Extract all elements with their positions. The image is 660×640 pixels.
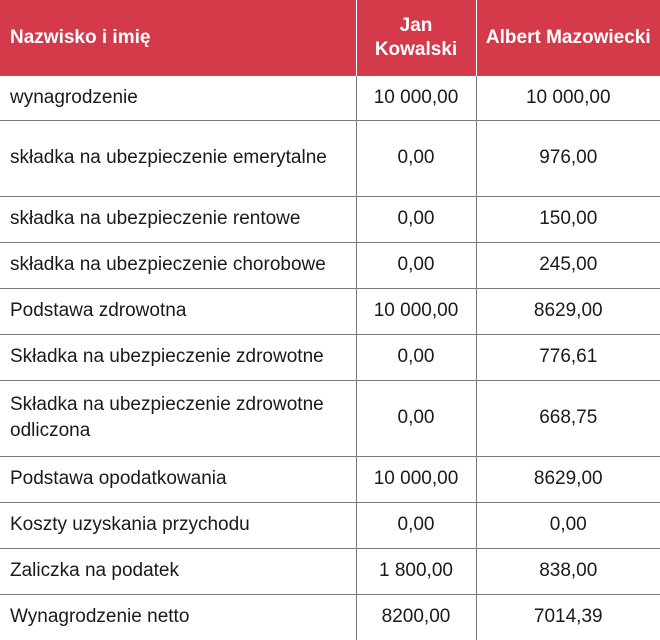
value-person-2: 976,00 (476, 120, 660, 196)
value-person-1: 10 000,00 (356, 456, 476, 502)
row-label: Składka na ubezpieczenie zdrowotne odliczona (0, 380, 356, 456)
table-row (0, 594, 660, 640)
row-label: Podstawa opodatkowania (0, 456, 356, 502)
value-person-1: 0,00 (356, 120, 476, 196)
row-label: Zaliczka na podatek (0, 548, 356, 594)
header-name-column: Nazwisko i imię (0, 0, 356, 76)
row-label: składka na ubezpieczenie chorobowe (0, 242, 356, 288)
value-person-2: 245,00 (476, 242, 660, 288)
value-person-1: 10 000,00 (356, 288, 476, 334)
value-person-2: 776,61 (476, 334, 660, 380)
table-row (0, 502, 660, 548)
table-row (0, 456, 660, 502)
value-person-1: 0,00 (356, 196, 476, 242)
value-person-2: 7014,39 (533, 606, 603, 628)
table-row (0, 242, 660, 288)
row-label: składka na ubezpieczenie rentowe (0, 196, 356, 242)
table-row (0, 196, 660, 242)
table-row (0, 380, 660, 456)
table-row (0, 120, 660, 196)
value-person-2: 668,75 (476, 380, 660, 456)
row-label: wynagrodzenie (0, 76, 356, 120)
value-person-2: 8629,00 (476, 288, 660, 334)
value-person-1: 0,00 (356, 380, 476, 456)
value-person-2: 838,00 (476, 548, 660, 594)
header-row (0, 0, 660, 76)
row-label: Wynagrodzenie netto (0, 594, 356, 640)
value-person-2: 150,00 (476, 196, 660, 242)
value-person-2: 10 000,00 (476, 76, 660, 120)
value-person-1: 10 000,00 (356, 76, 476, 120)
value-person-1: 1 800,00 (356, 548, 476, 594)
table-row (0, 334, 660, 380)
value-person-1: 0,00 (356, 242, 476, 288)
row-label: Składka na ubezpieczenie zdrowotne (0, 334, 356, 380)
header-person-2: Albert Mazowiecki (476, 0, 660, 76)
table-row (0, 76, 660, 120)
row-label: składka na ubezpieczenie emerytalne (0, 120, 356, 196)
table-row (0, 548, 660, 594)
value-person-2: 8629,00 (476, 456, 660, 502)
value-person-1: 0,00 (356, 334, 476, 380)
table-row (0, 288, 660, 334)
header-person-1: Jan Kowalski (356, 0, 476, 76)
value-person-1: 8200,00 (356, 594, 476, 640)
value-person-1: 0,00 (356, 502, 476, 548)
row-label: Koszty uzyskania przychodu (0, 502, 356, 548)
value-person-2: 0,00 (476, 502, 660, 548)
row-label: Podstawa zdrowotna (0, 288, 356, 334)
